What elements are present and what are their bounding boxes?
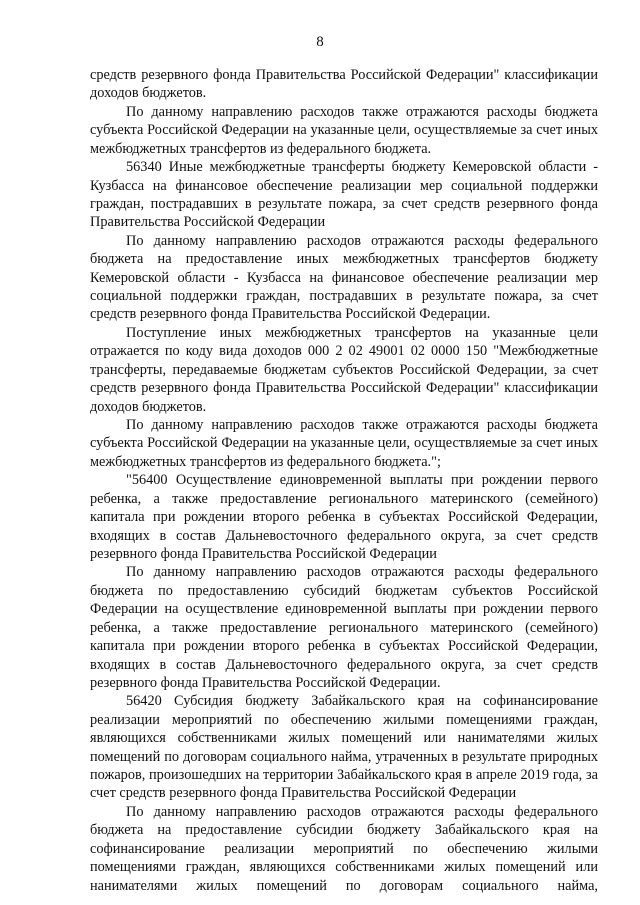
paragraph: По данному направлению расходов отражаются расходы федерального бюджета на предоставление иных межбюджетных трансфертов бюджету Кемеровской области - Кузбасса на финансовое обеспечение реализации мер социальной поддержки граждан, пострадавших в результате пожара, за счет средств резервного фонда Правительства Российской Федерации. [90,232,598,323]
page-number: 8 [316,34,324,50]
paragraph: По данному направлению расходов также отражаются расходы бюджета субъекта Российской Федерации на указанные цели, осуществляемые за счет иных межбюджетных трансфертов из федерального бюджета."; [90,417,598,470]
paragraph: "56400 Осуществление единовременной выплаты при рождении первого ребенка, а также предоставление регионального материнского (семейного) капитала при рождении второго ребенка в субъектах Российской Федерации, входящих в состав Дальневосточного федерального округа, за счет средств резервного фонда Правительства Российской Федерации [90,472,598,562]
paragraph: По данному направлению расходов также отражаются расходы бюджета субъекта Российской Федерации на указанные цели, осуществляемые за счет иных межбюджетных трансфертов из федерального бюджета. [90,103,598,157]
document-body [90,66,598,895]
paragraph: По данному направлению расходов отражаются расходы федерального бюджета на предоставление субсидии бюджету Забайкальского края на софинансирование реализации мероприятий по обеспечению жилыми помещениями граждан, являющихся собственниками жилых помещений или нанимателями жилых помещений по договорам социального найма, [90,803,598,894]
paragraph: По данному направлению расходов отражаются расходы федерального бюджета по предоставлению субсидий бюджетам субъектов Российской Федерации на осуществление единовременной выплаты при рождении первого ребенка, а также предоставление регионального материнского (семейного) капитала при рождении второго ребенка в субъектах Российской Федерации, входящих в состав Дальневосточного федерального округа, за счет средств резервного фонда Правительства Российской Федерации. [90,564,598,691]
paragraph: средств резервного фонда Правительства Российской Федерации" классификации доходов бюджетов. [90,67,598,102]
paragraph: Поступление иных межбюджетных трансфертов на указанные цели отражается по коду вида доходов 000 2 02 49001 02 0000 150 "Межбюджетные трансферты, передаваемые бюджетам субъектов Российской Федерации, за счет средств резервного фонда Правительства Российской Федерации" классификации доходов бюджетов. [90,324,598,415]
paragraph: 56340 Иные межбюджетные трансферты бюджету Кемеровской области - Кузбасса на финансовое обеспечение реализации мер социальной поддержки граждан, пострадавших в результате пожара, за счет средств резервного фонда Правительства Российской Федерации [90,159,598,231]
paragraph: 56420 Субсидия бюджету Забайкальского края на софинансирование реализации мероприятий по обеспечению жилыми помещениями граждан, являющихся собственниками жилых помещений или нанимателями жилых помещений по договорам социального найма, утраченных в результате природных пожаров, произошедших на территории Забайкальского края в апреле 2019 года, за счет средств резервного фонда Правительства Российской Федерации [90,693,598,802]
